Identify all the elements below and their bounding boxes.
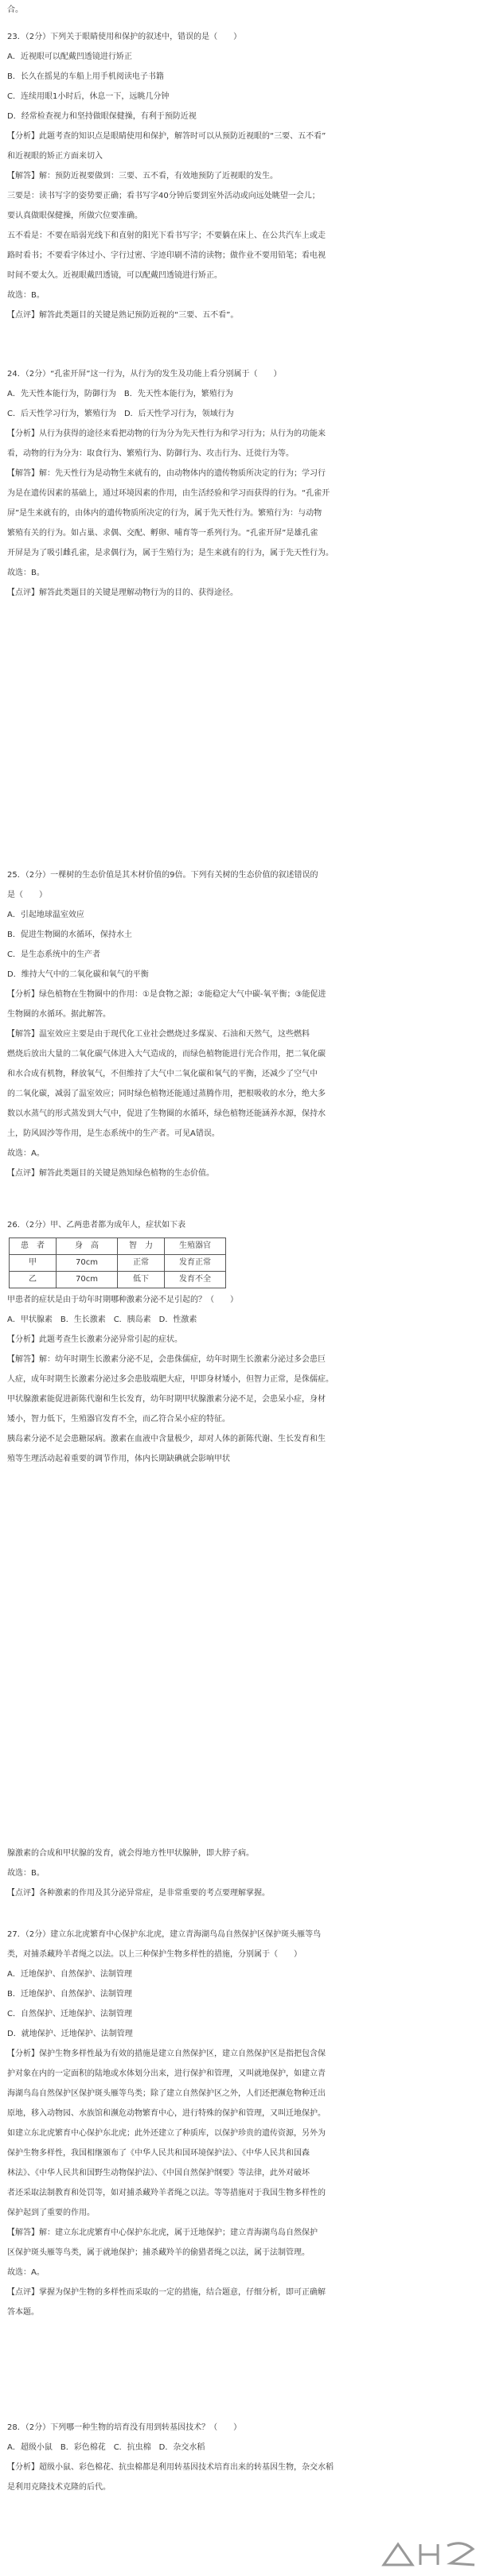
solution-line: 燃烧后放出大量的二氧化碳气体进入大气造成的，而绿色植物能进行光合作用，把二氧化碳	[7, 1050, 326, 1059]
analysis-line: 海湖鸟岛自然保护区保护斑头雁等鸟类；除了建立自然保护区之外，人们还把濒危物种迁出	[7, 2089, 326, 2098]
analysis-line: 【分析】此题考查生长激素分泌异常引起的症状。	[7, 1335, 182, 1344]
option-a: A．迁地保护、自然保护、法制管理	[7, 1970, 132, 1979]
analysis-line: 生物圈的水循环。据此解答。	[7, 1010, 111, 1019]
solution-line: 屏”是生来就有的，由体内的遗传物质所决定的行为，属于先天性行为。繁殖行为：与动物	[7, 509, 322, 518]
analysis-line: 林法》、《中华人民共和国野生动物保护法》、《中国自然保护纲要》等法律，此外对破坏	[7, 2169, 310, 2178]
table-cell: 甲	[10, 1255, 57, 1272]
analysis-line: 是利用克隆技术克隆的后代。	[7, 2483, 111, 2492]
option-a: A．引起地球温室效应	[7, 911, 84, 919]
solution-line: 矮小，智力低下，生殖器官发育不全，而乙符合呆小症的特征。	[7, 1415, 230, 1424]
option-d: D．就地保护、迁地保护、法制管理	[7, 2030, 133, 2038]
solution-line: 殖等生理活动起着重要的调节作用，体内长期缺碘就会影响甲状	[7, 1455, 230, 1463]
analysis-line: 【分析】超级小鼠、彩色棉花、抗虫棉都是利用转基因技术培育出来的转基因生物，杂交水稻	[7, 2463, 334, 2472]
answer-line: 故选：B。	[7, 1869, 45, 1878]
solution-line: 三要是：读书写字的姿势要正确；看书写字40分钟后要到室外活动或向远处眺望一会儿；	[7, 192, 320, 200]
solution-line: 数以水蒸气的形式蒸发到大气中，促进了生物圈的水循环，绿色植物还能涵养水源，保持水	[7, 1109, 326, 1118]
question-26	[7, 1215, 475, 1469]
solution-line: 土，防风固沙等作用，是生态系统中的生产者。可见A错误。	[7, 1129, 220, 1138]
document-page-1	[0, 0, 484, 398]
question-stem: 类，对捕杀藏羚羊者绳之以法。以上三种保护生物多样性的措施，分别属于（ ）	[7, 1950, 302, 1959]
analysis-line: 者还采取法制教育和处罚等，如对捕杀藏羚羊者绳之以法。等等措施对于我国生物多样性的	[7, 2189, 326, 2197]
table-cell: 低下	[118, 1272, 165, 1288]
comment-line: 【点评】解答此类题目的关键是熟知绿色植物的生态价值。	[7, 1169, 214, 1178]
solution-line: 胰岛素分泌不足会患糖尿病。激素在血液中含量极少，却对人体的新陈代谢、生长发育和生	[7, 1435, 326, 1443]
table-row	[10, 1272, 226, 1288]
table-cell: 正常	[118, 1255, 165, 1272]
analysis-line: 【分析】保护生物多样性最为有效的措施是建立自然保护区，建立自然保护区是指把包含保	[7, 2050, 326, 2058]
solution-line: 【解答】解：预防近视要做到：三要、五不看，有效地预防了近视眼的发生。	[7, 172, 278, 181]
question-24-start	[7, 364, 475, 384]
watermark-logo	[374, 2533, 484, 2576]
option-a: A．近视眼可以配戴凹透镜进行矫正	[7, 52, 132, 61]
question-24	[7, 384, 475, 603]
option-b: B．迁地保护、自然保护、法制管理	[7, 1990, 132, 1999]
analysis-line: 看，动物的行为分为：取食行为、繁殖行为、防御行为、攻击行为、迁徙行为等。	[7, 449, 294, 458]
table-header: 智 力	[118, 1238, 165, 1255]
option-b: B．长久在摇晃的车船上用手机阅读电子书籍	[7, 72, 164, 81]
answer-line: 故选：B。	[7, 569, 45, 577]
symptom-table	[9, 1237, 226, 1288]
table-header: 患 者	[10, 1238, 57, 1255]
table-cell: 发育不全	[165, 1272, 226, 1288]
table-header: 身 高	[57, 1238, 118, 1255]
document-page-3	[0, 1844, 484, 2527]
solution-line: 和水合成有机物，释放氧气，不但维持了大气中二氧化碳和氧气的平衡，还减少了空气中	[7, 1070, 318, 1078]
comment-line: 【点评】掌握为保护生物的多样性而采取的一定的措施，结合题意，仔细分析，即可正确解	[7, 2288, 326, 2297]
analysis-line: 原地，移入动物园、水族馆和濒危动物繁育中心，进行特殊的保护和管理，又叫迁地保护。	[7, 2109, 326, 2118]
solution-line: 时间不要太久。近视眼戴凹透镜，可以配戴凹透镜进行矫正。	[7, 271, 222, 280]
question-stem: 28．（2分）下列哪一种生物的培育没有用到转基因技术？（ ）	[7, 2423, 242, 2432]
table-cell: 发育正常	[165, 1255, 226, 1272]
analysis-line: 保护生物多样性，我国相继颁布了《中华人民共和国环境保护法》、《中华人民共和国森	[7, 2149, 310, 2158]
table-header-row	[10, 1238, 226, 1255]
options: A．超级小鼠 B．彩色棉花 C．抗虫棉 D．杂交水稻	[7, 2443, 205, 2452]
solution-line: 甲状腺激素能促进新陈代谢和生长发育，幼年时期甲状腺激素分泌不足，会患呆小症，身材	[7, 1395, 326, 1404]
solution-line: 要认真做眼保健操，所做穴位要准确。	[7, 212, 142, 220]
option-c: C．连续用眼1小时后，休息一下，远眺几分钟	[7, 92, 170, 101]
question-23	[7, 27, 475, 325]
question-stem: 27．（2分）建立东北虎繁育中心保护东北虎，建立青海湖鸟岛自然保护区保护斑头雁等鸟	[7, 1930, 322, 1939]
answer-line: 故选：B。	[7, 291, 45, 300]
option-c: C．自然保护、迁地保护、法制管理	[7, 2010, 132, 2018]
comment-line: 【点评】解答此类题目的关键是熟记预防近视的“三要、五不看”。	[7, 311, 239, 320]
comment-line: 答本题。	[7, 2308, 39, 2317]
table-header: 生殖器官	[165, 1238, 226, 1255]
solution-line: 【解答】解：幼年时期生长激素分泌不足，会患侏儒症，幼年时期生长激素分泌过多会患巨	[7, 1355, 326, 1364]
solution-line: 【解答】解：先天性行为是动物生来就有的，由动物体内的遗传物质所决定的行为；学习行	[7, 469, 326, 478]
question-27	[7, 1925, 475, 2322]
question-ask: 甲患者的症状是由于幼年时期哪种激素分泌不足引起的？（ ）	[7, 1296, 238, 1304]
table-cell: 70cm	[57, 1255, 118, 1272]
document-page-1b	[0, 384, 484, 623]
analysis-line: 保护起到了重要的作用。	[7, 2209, 95, 2217]
previous-answer-fragment: 合。	[7, 6, 23, 14]
solution-line: 开屏是为了吸引雌孔雀，是求偶行为，属于生殖行为；是生来就有的行为，属于先天性行为。	[7, 549, 334, 558]
solution-line: 的二氧化碳，减弱了温室效应；同时绿色植物还能通过蒸腾作用，把根吸收的水分，绝大多	[7, 1090, 326, 1098]
question-stem: 23．（2分）下列关于眼睛使用和保护的叙述中，错误的是（ ）	[7, 33, 242, 41]
solution-line: 人症，成年时期生长激素分泌过多会患肢端肥大症，甲即身材矮小，但智力正常，是侏儒症。	[7, 1375, 334, 1384]
answer-line: 故选：A。	[7, 1149, 45, 1158]
option-d: D．维持大气中的二氧化碳和氧气的平衡	[7, 970, 149, 979]
option-c: C．是生态系统中的生产者	[7, 950, 100, 959]
solution-line: 区保护斑头雁等鸟类，属于就地保护；捕杀藏羚羊的偷猎者绳之以法，属于法制管理。	[7, 2248, 310, 2257]
question-stem: 24．（2分）“孔雀开屏”这一行为，从行为的发生及功能上看分别属于（ ）	[7, 370, 282, 379]
analysis-line: 【分析】从行为获得的途径来看把动物的行为分为先天性行为和学习行为；从行为的功能来	[7, 429, 326, 438]
solution-line: 【解答】温室效应主要是由于现代化工业社会燃烧过多煤炭、石油和天然气，这些燃料	[7, 1030, 310, 1039]
answer-line: 故选：A。	[7, 2268, 45, 2277]
question-28	[7, 2418, 475, 2497]
solution-line: 为是在遗传因素的基础上，通过环境因素的作用，由生活经验和学习而获得的行为。“孔雀开	[7, 489, 330, 498]
option-ab: A．先天性本能行为，防御行为 B．先天性本能行为，繁殖行为	[7, 390, 233, 398]
comment-line: 【点评】各种激素的作用及其分泌异常症，是非常重要的考点要理解掌握。	[7, 1889, 270, 1898]
question-stem: 是（ ）	[7, 891, 47, 899]
table-cell: 乙	[10, 1272, 57, 1288]
analysis-line: 如建立东北虎繁育中心保护东北虎；此外还建立了种质库，以保护珍贵的遗传资源，另外为	[7, 2129, 326, 2138]
analysis-line: 【分析】此题考查的知识点是眼睛使用和保护，解答时可以从预防近视眼的“三要、五不看”	[7, 132, 326, 141]
comment-line: 【点评】解答此类题目的关键是理解动物行为的目的、获得途径。	[7, 589, 238, 597]
option-cd: C．后天性学习行为，繁殖行为 D．后天性学习行为，领域行为	[7, 410, 234, 418]
solution-line: 【解答】解：建立东北虎繁育中心保护东北虎，属于迁地保护；建立青海湖鸟岛自然保护	[7, 2228, 318, 2237]
document-page-2	[0, 865, 484, 1756]
option-d: D．经常检查视力和坚持做眼保健操，有利于预防近视	[7, 112, 197, 121]
solution-line: 五不看是：不要在暗弱光线下和直射的阳光下看书写字；不要躺在床上、在公共汽车上或走	[7, 231, 326, 240]
table-cell: 70cm	[57, 1272, 118, 1288]
analysis-line: 和近视眼的矫正方面来切入	[7, 152, 103, 161]
analysis-line: 护对象在内的一定面积的陆地或水体划分出来，进行保护和管理，又叫就地保护，如建立青	[7, 2069, 326, 2078]
question-26-continued	[7, 1844, 475, 1903]
table-row	[10, 1255, 226, 1272]
question-stem: 25．（2分）一棵树的生态价值是其木材价值的9倍。下列有关树的生态价值的叙述错误的	[7, 871, 318, 880]
question-25	[7, 865, 475, 1183]
question-stem: 26．（2分）甲、乙两患者都为成年人，症状如下表	[7, 1221, 186, 1230]
analysis-line: 【分析】绿色植物在生物圈中的作用：①是食物之源；②能稳定大气中碳-氧平衡；③能促进	[7, 990, 326, 999]
solution-line: 腺激素的合成和甲状腺的发育，就会得地方性甲状腺肿，即大脖子病。	[7, 1849, 254, 1858]
option-b: B．促进生物圈的水循环，保持水土	[7, 931, 132, 939]
solution-line: 繁殖有关的行为。如占巢、求偶、交配、孵卵、哺育等一系列行为。“孔雀开屏”是雄孔雀	[7, 529, 318, 538]
options: A．甲状腺素 B．生长激素 C．胰岛素 D．性激素	[7, 1315, 197, 1324]
solution-line: 路时看书；不要看字体过小、字行过密、字迹印刷不清的读物；做作业不要用铅笔；看电视	[7, 251, 326, 260]
